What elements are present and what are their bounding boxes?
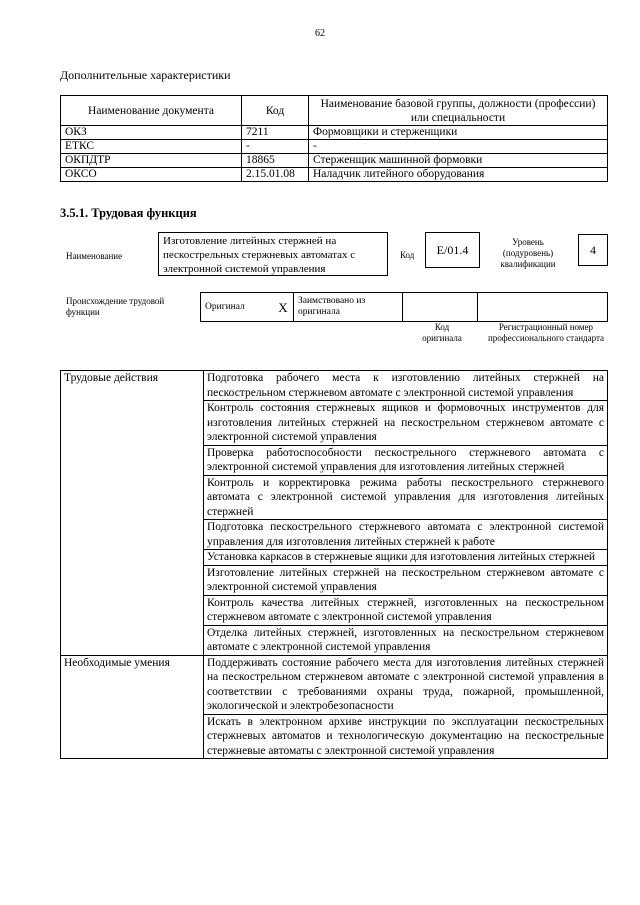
cell-title: Формовщики и стерженщики — [309, 126, 608, 140]
labor-action-item: Подготовка рабочего места к изготовлению литейных стержней на пескострельном стержневом автомате с электронной системой управления — [204, 371, 608, 401]
origin-original-label: Оригинал — [201, 293, 274, 322]
labor-action-item: Установка каркасов в стержневые ящики для изготовления литейных стержней — [204, 550, 608, 566]
code-label: Код — [400, 250, 415, 260]
origin-reg-caption: Регистрационный номер профессионального стандарта — [487, 322, 605, 343]
labor-function-heading: 3.5.1. Трудовая функция — [60, 206, 197, 220]
skill-item: Искать в электронном архиве инструкции по эксплуатации пескострельных стержневых автоматов и технологическую документацию на пескострельные стержневые автоматы с электронной системой управления — [204, 714, 608, 759]
cell-code: 2.15.01.08 — [242, 168, 309, 182]
cell-title: - — [309, 140, 608, 154]
skill-item: Поддерживать состояние рабочего места для изготовления литейных стержней на пескострельном стержневом автомате с электронной системой управления в соответствии с требованиями охраны труда, пожарной, промышленной, экологической и электробезопасности — [204, 655, 608, 714]
cell-document: ЕТКС — [61, 140, 242, 154]
header-document-name: Наименование документа — [61, 96, 242, 126]
labor-action-item: Контроль состояния стержневых ящиков и формовочных инструментов для изготовления литейных стержней на пескострельном стержневом автомате с электронной системой управления — [204, 401, 608, 446]
labor-action-item: Проверка работоспособности пескострельного стержневого автомата с электронной системой управления для изготовления литейных стержней — [204, 445, 608, 475]
function-name-box: Изготовление литейных стержней на пескострельных стержневых автоматах с электронной системой управления — [158, 232, 388, 276]
cell-code: 18865 — [242, 154, 309, 168]
table-row — [61, 154, 608, 168]
labor-actions-label: Трудовые действия — [61, 371, 204, 656]
extra-characteristics-table — [60, 95, 608, 182]
function-details-table — [60, 370, 608, 759]
function-code-box: E/01.4 — [425, 232, 480, 268]
origin-reg-cell — [478, 293, 608, 322]
table-row — [61, 140, 608, 154]
table-row — [61, 168, 608, 182]
cell-document: ОКПДТР — [61, 154, 242, 168]
cell-document: ОКСО — [61, 168, 242, 182]
name-label: Наименование — [66, 251, 123, 261]
level-value-box: 4 — [578, 234, 608, 266]
cell-code: - — [242, 140, 309, 154]
labor-action-item: Контроль и корректировка режима работы пескострельного стержневого автомата с электронной системой управления для изготовления литейных стержней — [204, 475, 608, 520]
origin-borrowed-label: Заимствовано из оригинала — [294, 293, 403, 322]
table-row — [61, 371, 608, 401]
table-row — [61, 126, 608, 140]
page-number: 62 — [315, 28, 325, 39]
cell-title: Наладчик литейного оборудования — [309, 168, 608, 182]
origin-label: Происхождение трудовой функции — [66, 296, 165, 317]
level-label: Уровень (подуровень) квалификации — [500, 237, 556, 269]
skills-label: Необходимые умения — [61, 655, 204, 759]
origin-mark: X — [273, 293, 294, 322]
labor-action-item: Контроль качества литейных стержней, изготовленных на пескострельном стержневом автомате с электронной системой управления — [204, 595, 608, 625]
cell-code: 7211 — [242, 126, 309, 140]
extra-characteristics-heading: Дополнительные характеристики — [60, 68, 231, 82]
header-group-name: Наименование базовой группы, должности (профессии) или специальности — [309, 96, 608, 126]
cell-title: Стерженщик машинной формовки — [309, 154, 608, 168]
table-row — [61, 655, 608, 714]
origin-code-cell — [403, 293, 478, 322]
cell-document: ОКЗ — [61, 126, 242, 140]
labor-action-item: Подготовка пескострельного стержневого автомата с электронной системой управления для изготовления литейных стержней к работе — [204, 520, 608, 550]
labor-action-item: Изготовление литейных стержней на пескострельном стержневом автомате с электронной системой управления — [204, 565, 608, 595]
origin-code-caption: Код оригинала — [422, 322, 462, 343]
origin-table — [200, 292, 608, 322]
header-code: Код — [242, 96, 309, 126]
table-header-row — [61, 96, 608, 126]
labor-action-item: Отделка литейных стержней, изготовленных на пескострельном стержневом автомате с электронной системой управления — [204, 625, 608, 655]
